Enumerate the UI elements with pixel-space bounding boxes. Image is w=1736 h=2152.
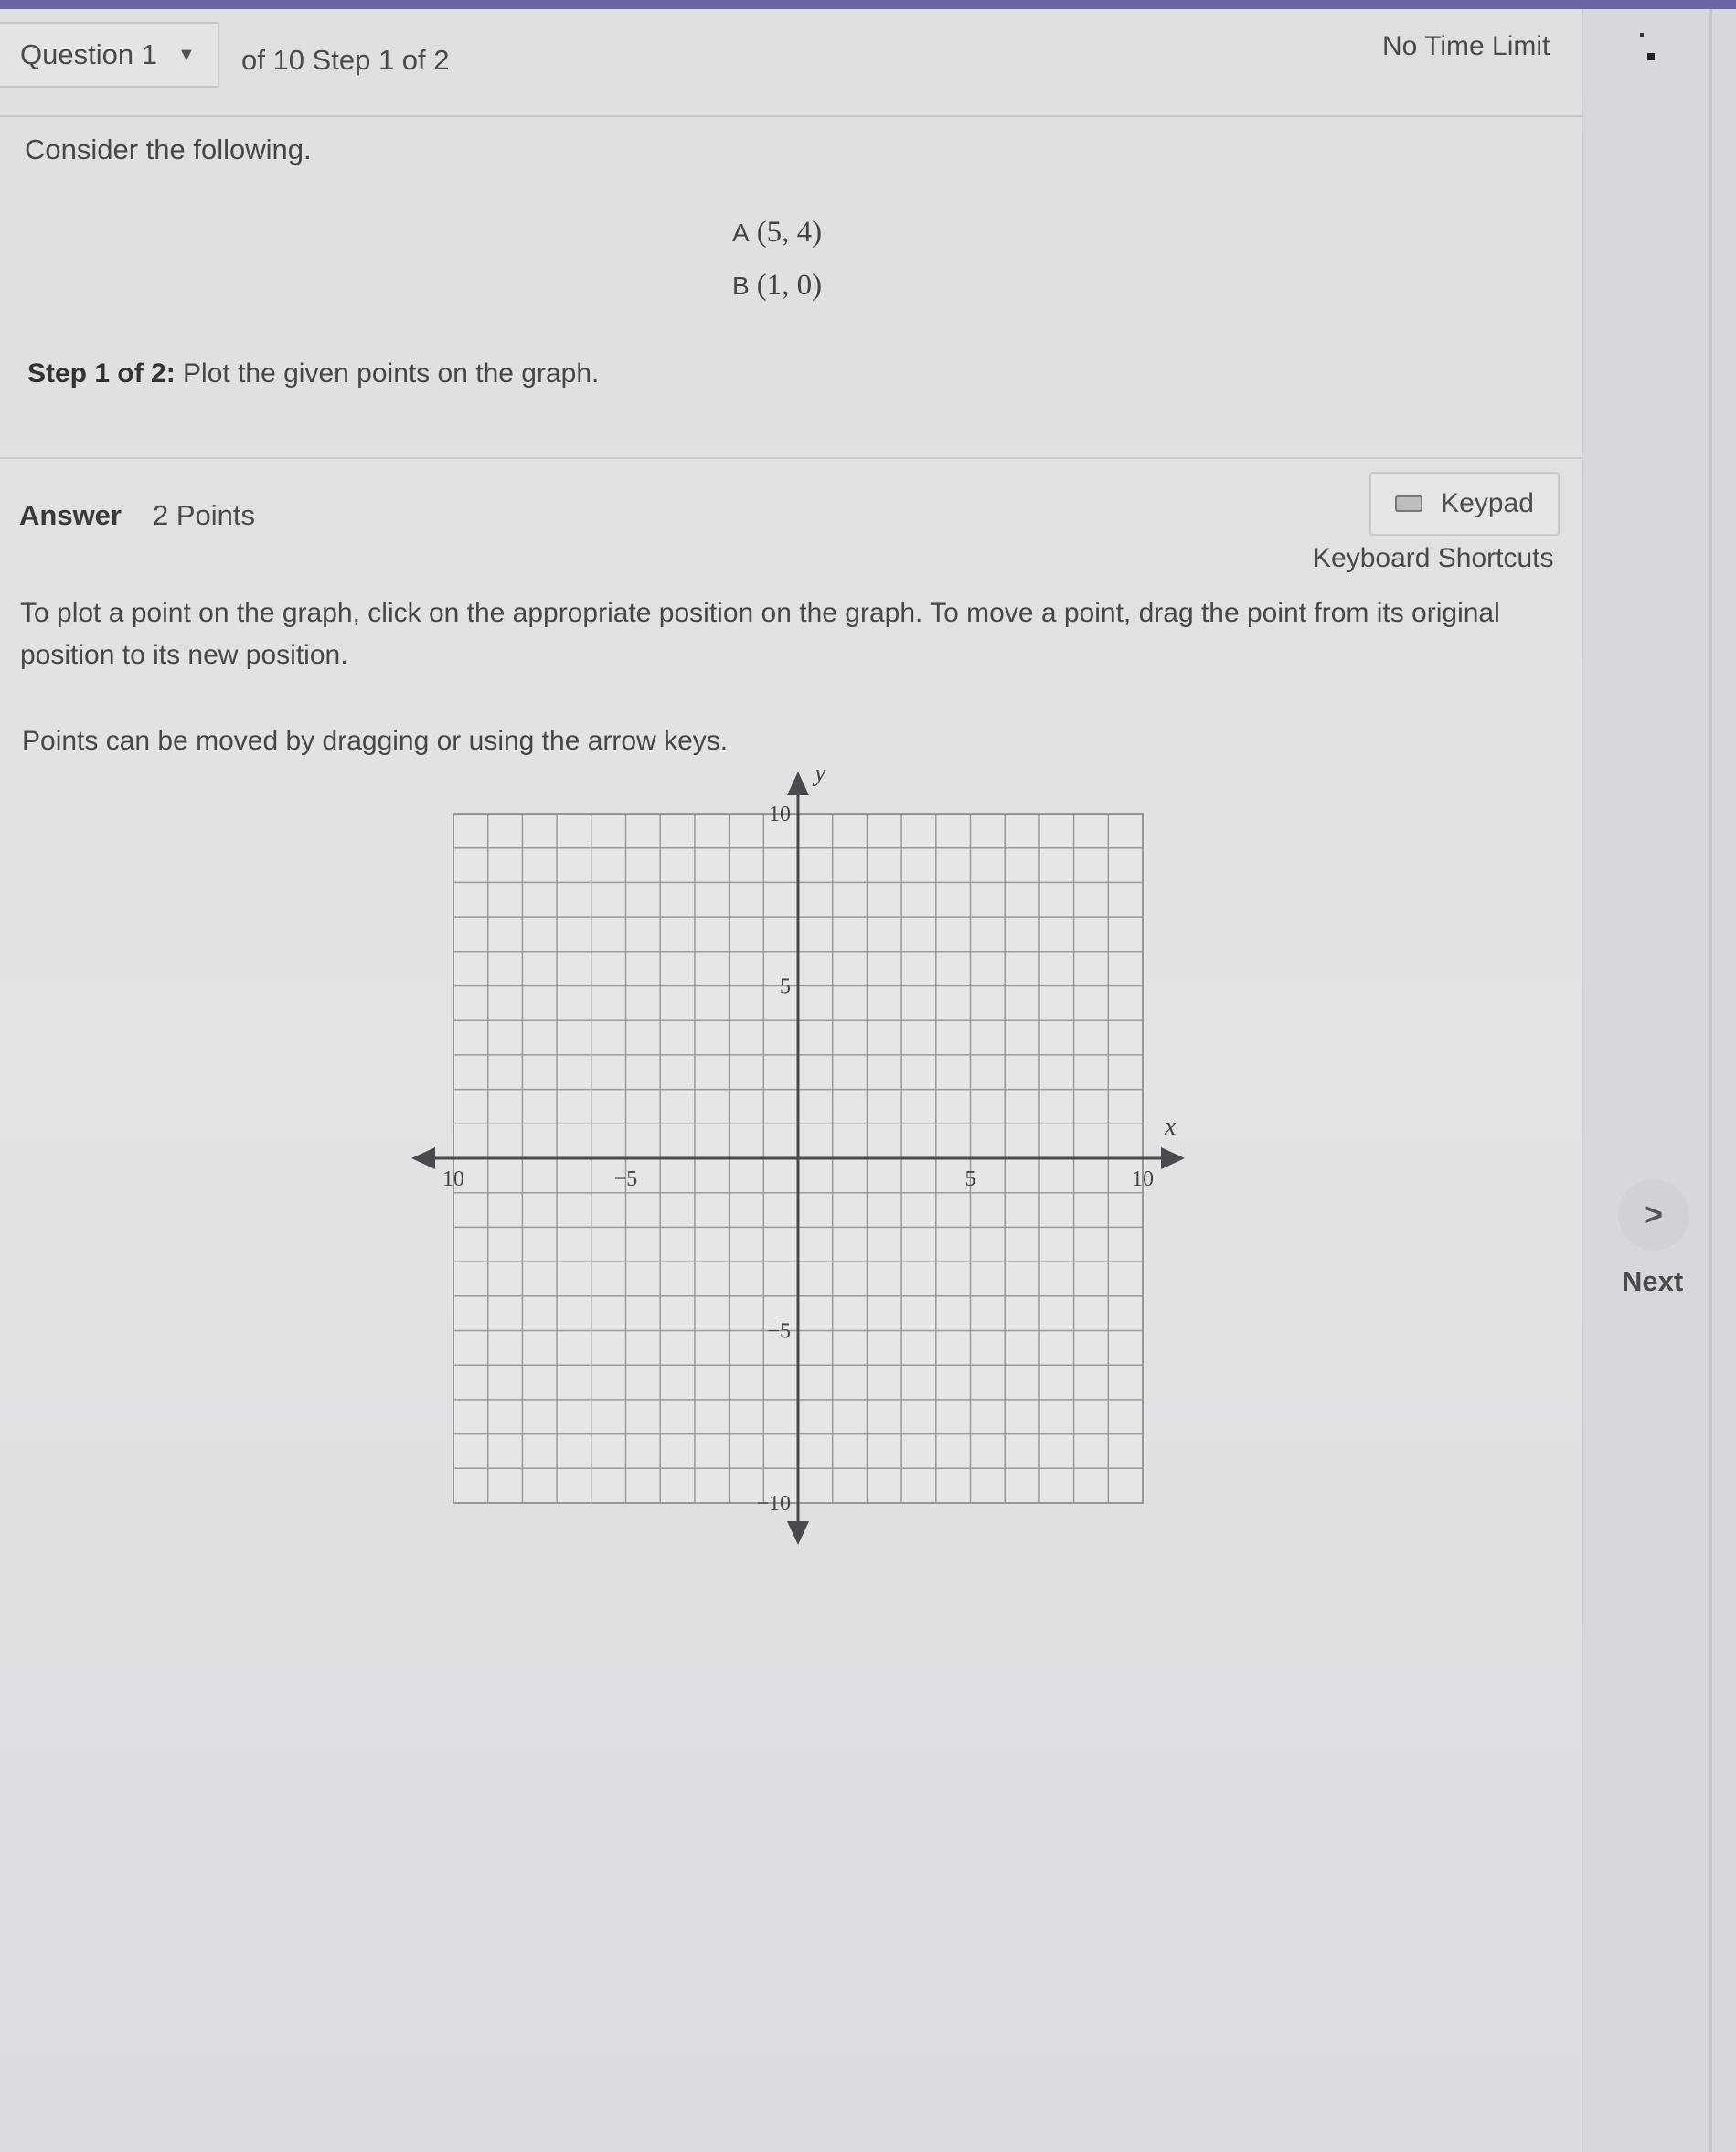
x-axis-label: x [1165, 1113, 1177, 1141]
step-number: Step 1 of 2: [27, 358, 176, 389]
point-b [732, 269, 822, 303]
right-rail [1583, 9, 1736, 2152]
x-axis-left-arrow-icon [411, 1147, 435, 1169]
step-instruction [27, 358, 599, 389]
coordinate-graph[interactable] [411, 770, 1198, 1556]
move-hint: Points can be moved by dragging or using the arrow keys. [22, 726, 729, 756]
question-selector[interactable] [0, 22, 219, 88]
point-a-label: A [732, 218, 750, 247]
x-tick-label: 10 [1132, 1167, 1154, 1191]
keypad-button[interactable] [1369, 472, 1560, 536]
status-dot-icon [1640, 33, 1644, 37]
y-axis-up-arrow-icon [787, 772, 809, 795]
keypad-label: Keypad [1441, 488, 1534, 518]
y-tick-label: −5 [767, 1319, 791, 1344]
right-rail-divider [1709, 9, 1712, 2152]
x-tick-label: 10 [442, 1167, 464, 1191]
next-label[interactable]: Next [1622, 1265, 1684, 1297]
x-axis-right-arrow-icon [1161, 1147, 1185, 1169]
section-divider [0, 457, 1582, 459]
keyboard-shortcuts-link[interactable]: Keyboard Shortcuts [1313, 543, 1554, 573]
x-tick-label: 5 [964, 1167, 976, 1191]
top-accent-bar [0, 0, 1736, 9]
chevron-right-icon: > [1645, 1197, 1663, 1232]
point-a-coords: (5, 4) [756, 216, 823, 249]
x-tick-label: −5 [613, 1167, 638, 1191]
y-axis-down-arrow-icon [787, 1521, 809, 1545]
next-button[interactable] [1618, 1179, 1689, 1251]
plot-instructions: To plot a point on the graph, click on the appropriate position on the graph. To move a point, drag the point from its original position to its new position. [20, 598, 1500, 670]
question-selector-label: Question 1 [20, 38, 157, 70]
question-step-indicator: of 10 Step 1 of 2 [241, 44, 450, 76]
time-limit-label: No Time Limit [1382, 31, 1550, 61]
point-b-coords: (1, 0) [756, 269, 823, 302]
point-a [732, 216, 822, 250]
step-text: Plot the given points on the graph. [175, 358, 600, 389]
keyboard-icon [1395, 495, 1422, 512]
y-tick-label: 5 [780, 975, 791, 999]
answer-points: 2 Points [153, 499, 256, 531]
problem-intro: Consider the following. [25, 133, 312, 165]
status-indicator-icon [1647, 53, 1655, 60]
answer-heading: Answer [19, 499, 122, 531]
y-tick-label: −10 [756, 1492, 791, 1516]
y-tick-label: 10 [769, 803, 791, 826]
y-axis-label: y [815, 770, 826, 787]
question-header [0, 9, 1582, 117]
caret-down-icon: ▼ [176, 44, 196, 65]
point-b-label: B [732, 272, 750, 300]
